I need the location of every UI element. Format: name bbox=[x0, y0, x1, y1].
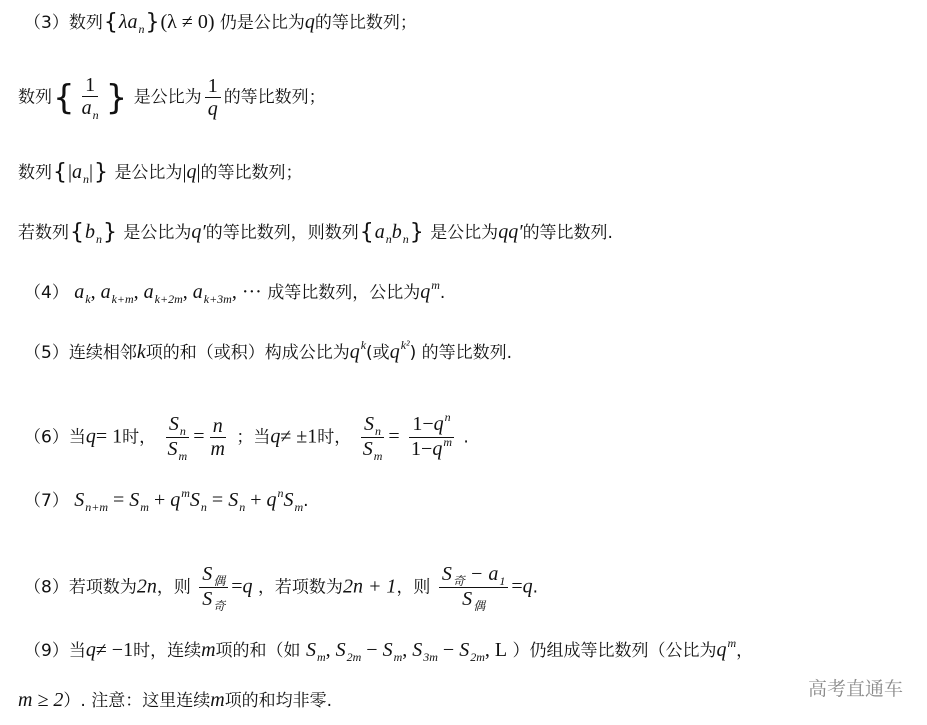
item-5-line: （5）连续相邻k项的和（或积）构成公比为$q^k$(或$q^{k^2}$) 的等比数列. bbox=[24, 338, 513, 363]
item-3-line: （3）数列$\{\lambda a_n\}(\lambda \ne 0)$ 仍是公比为q的等比数列； bbox=[24, 10, 417, 36]
reciprocal-sequence-line: 数列{ $\frac{1}{a_n}$ } 是公比为 $\frac{1}{q}$ 的等比数列； bbox=[18, 74, 326, 122]
item-4-line: （4） $a_k$, $a_{k+m}$, $a_{k+2m}$, $a_{k+3m}$, ··· 成等比数列，公比为$q^m$. bbox=[24, 278, 446, 306]
item-7-line: （7） $S_{n+m} = S_m + q^mS_n = S_n + q^nS_m$. bbox=[24, 486, 309, 514]
absolute-sequence-line: 数列$\{|a_n|\}$ 是公比为|q|的等比数列； bbox=[18, 160, 303, 186]
item-6-line: （6）当q= 1时， $\frac{S_n}{S_m}$ = $\frac{n}{m}$ ；当q≠ ±1时， $\frac{S_n}{S_m}$ = $\frac{1-q^n}{1-q^m}$ . bbox=[24, 410, 469, 463]
note-line: m ≥ 2）. 注意：这里连续m项的和均非零. bbox=[18, 689, 333, 711]
item-8-line: （8）若项数为2n，则 $\frac{S_偶}{S_奇}$ =q ，若项数为2n + 1，则 $\frac{S_奇 - a_1}{S_偶}$ =q. bbox=[24, 563, 539, 613]
watermark: 高考直通车 bbox=[807, 678, 903, 700]
product-sequence-line: 若数列$\{b_n\}$ 是公比为q′的等比数列，则数列$\{a_nb_n\}$ 是公比为qq′的等比数列. bbox=[18, 220, 613, 246]
item-9-line: （9）当q≠ −1时，连续m项的和（如 $S_m$, $S_{2m} - S_m$, $S_{3m} - S_{2m}$, L ）仍组成等比数列（公比为$q^m$， bbox=[24, 636, 754, 664]
